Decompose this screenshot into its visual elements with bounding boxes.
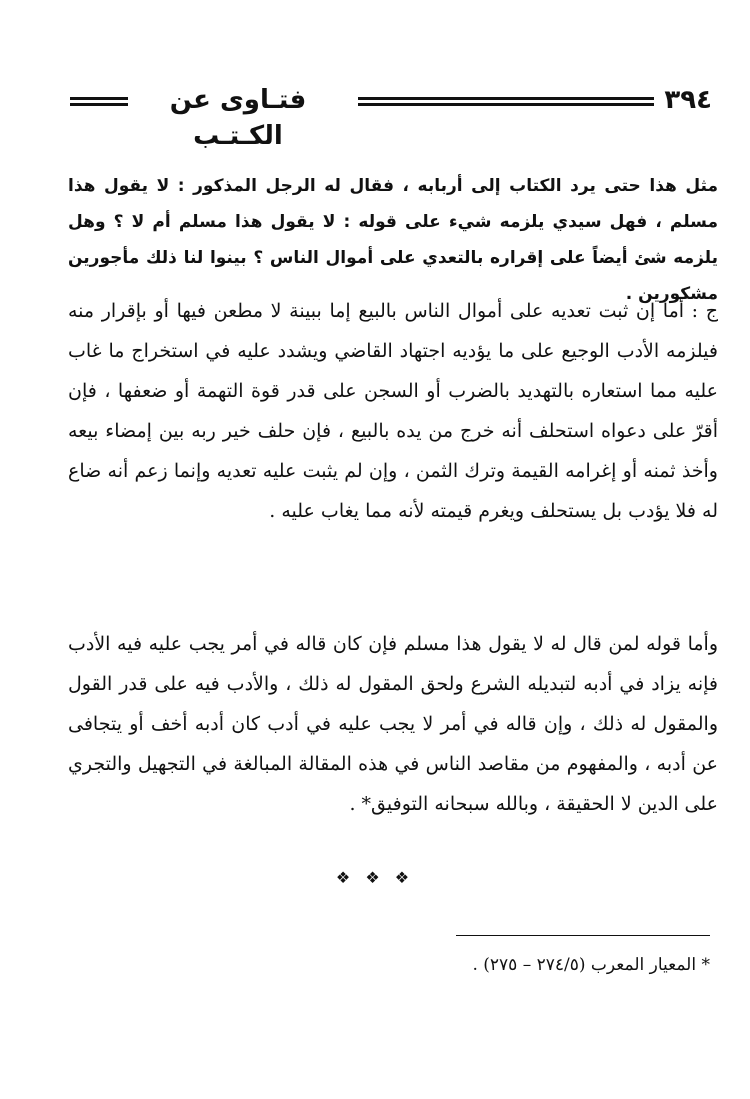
page-number: ٣٩٤ <box>664 85 712 115</box>
running-header <box>70 82 712 151</box>
question-text: مثل هذا حتى يرد الكتاب إلى أربابه ، فقال له الرجل المذكور : لا يقول هذا مسلم ، فهل سيدي يلزمه شيء على قوله : لا يقول هذا مسلم أم لا ؟ وهل يلزمه شئ أيضاً على إقراره بالتعدي على أموال الناس ؟ بينوا لنا ذلك مأجورين مشكورين . <box>68 176 718 304</box>
section-separator: ❖ ❖ ❖ <box>335 868 415 887</box>
running-title: فتـاوى عن الكـتـب <box>169 85 307 151</box>
footnote-rule <box>456 935 710 936</box>
header-rule-short <box>70 97 128 106</box>
footnote: * المعيار المعرب (٢٧٤/٥ – ٢٧٥) . <box>472 955 710 975</box>
answer-paragraph-1: ج : أما إن ثبت تعديه على أموال الناس بالبيع إما ببينة لا مطعن فيها أو بإقرار منه فيلزمه الأدب الوجيع على ما يؤديه اجتهاد القاضي ويشدد عليه في استخراج ما غاب عليه مما استعاره بالتهديد بالضرب أو السجن على قدر قوة التهمة أو ضعفها ، فإن أقرّ على دعواه استحلف أنه خرج من يده بالبيع ، فإن حلف خير ربه بين إمضاء بيعه وأخذ ثمنه أو إغرامه القيمة وترك الثمن ، وإن لم يثبت عليه تعديه وإنما زعم أنه ضاع له فلا يؤدب بل يستحلف ويغرم قيمته لأنه مما يغاب عليه . <box>68 300 718 522</box>
header-rule-long <box>358 97 654 106</box>
answer-paragraph-2: وأما قوله لمن قال له لا يقول هذا مسلم فإن كان قاله في أمر يجب عليه فيه الأدب فإنه يزاد في أدبه لتبديله الشرع ولحق المقول له ذلك ، والأدب فيه على قدر القول والمقول له ذلك ، وإن قاله في أمر لا يجب عليه في أدب كان أدبه أخف أو يتجافى عن أدبه ، والمفهوم من مقاصد الناس في هذه المقالة المبالغة في التجهيل والتجري على الدين لا الحقيقة ، وبالله سبحانه التوفيق* . <box>68 633 718 815</box>
